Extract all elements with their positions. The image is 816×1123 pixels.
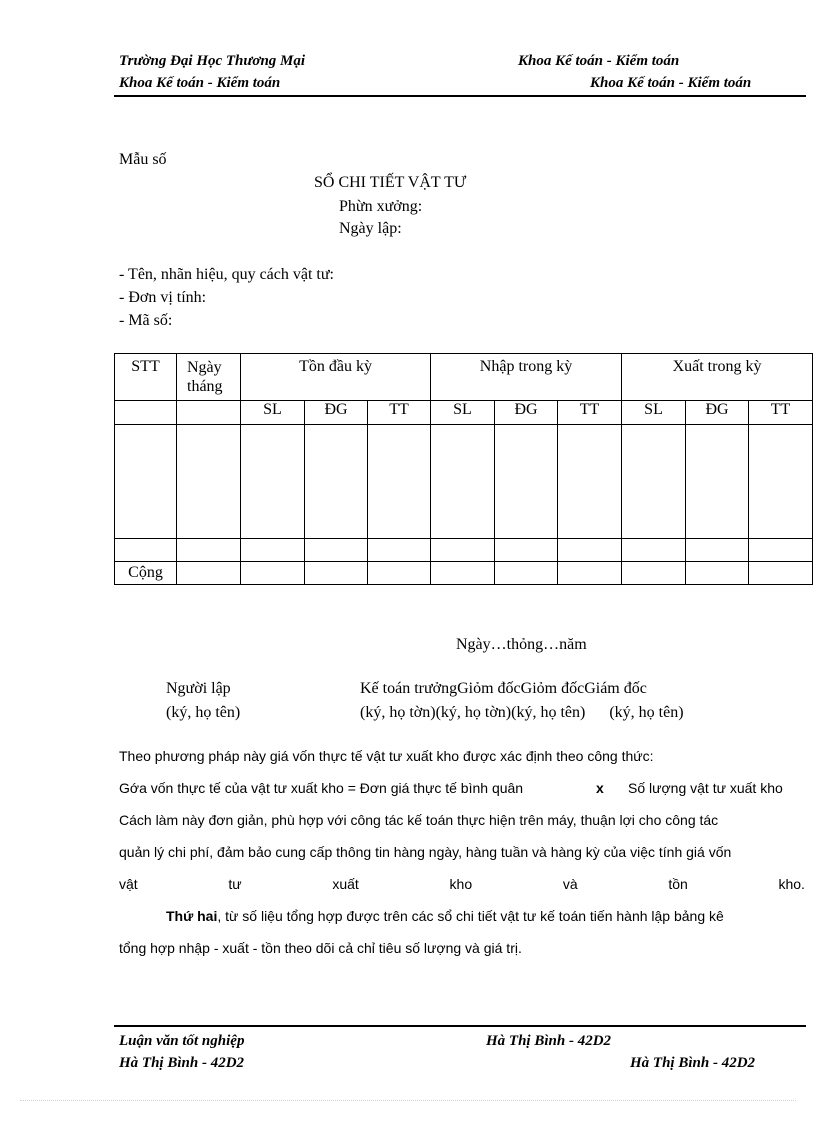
paragraph-second-line-2: tổng hợp nhập - xuất - tồn theo dõi cả chỉ tiêu số lượng và giá trị. xyxy=(119,940,522,956)
word: tồn xyxy=(668,876,688,892)
form-title: SỔ CHI TIẾT VẬT TƯ xyxy=(314,174,467,191)
word: vật xyxy=(119,876,138,892)
footer-rule xyxy=(114,1025,806,1027)
subcol-unit-price: ĐG xyxy=(495,401,558,425)
footer-author-right-2: Hà Thị Bình - 42D2 xyxy=(630,1055,756,1071)
subcol-amount: TT xyxy=(558,401,622,425)
header-school-name: Trường Đại Học Thương Mại xyxy=(119,53,306,69)
date-created-label: Ngày lập: xyxy=(339,220,402,237)
page-bottom-divider xyxy=(20,1100,796,1101)
table-header-row xyxy=(115,354,813,401)
second-emphasis: Thứ hai xyxy=(166,908,218,924)
footer-thesis-label: Luận văn tốt nghiệp xyxy=(119,1033,245,1049)
table-row xyxy=(115,539,813,562)
paragraph-approach-line-3 xyxy=(119,876,805,892)
second-text: , từ số liệu tổng hợp được trên các sổ chi tiết vật tư kế toán tiến hành lập bảng kê xyxy=(217,908,724,924)
table-row xyxy=(115,425,813,539)
table-subheader-row xyxy=(115,401,813,425)
total-label: Cộng xyxy=(115,562,177,585)
preparer-title: Người lập xyxy=(166,680,231,697)
signer-sign-notes: (ký, họ tờn)(ký, họ tờn)(ký, họ tên) (ký, họ tên) xyxy=(360,704,684,721)
paragraph-approach-line-2: quản lý chi phí, đảm bảo cung cấp thông tin hàng ngày, hàng tuần và hàng kỳ của việc tính giá vốn xyxy=(119,844,732,860)
word: kho. xyxy=(778,876,805,892)
word: xuất xyxy=(332,876,359,892)
subcol-quantity: SL xyxy=(622,401,686,425)
form-code-label: Mẫu số xyxy=(119,151,167,168)
preparer-sign-note: (ký, họ tên) xyxy=(166,704,241,721)
col-stt: STT xyxy=(115,354,177,401)
group-issues: Xuất trong kỳ xyxy=(622,354,813,401)
subcol-amount: TT xyxy=(368,401,431,425)
paragraph-second-line-1 xyxy=(166,908,724,924)
footer-author-left: Hà Thị Bình - 42D2 xyxy=(119,1055,245,1071)
signature-date-line: Ngày…thỏng…năm xyxy=(456,636,587,653)
word: và xyxy=(562,876,578,892)
subcol-amount: TT xyxy=(749,401,813,425)
header-rule xyxy=(114,95,806,97)
paragraph-method: Theo phương pháp này giá vốn thực tế vật tư xuất kho được xác định theo công thức: xyxy=(119,748,654,764)
paragraph-approach-line-1: Cách làm này đơn giản, phù hợp với công tác kế toán thực hiện trên máy, thuận lợi cho công tác xyxy=(119,812,719,828)
group-opening-balance: Tồn đầu kỳ xyxy=(241,354,431,401)
formula-operator: x xyxy=(596,780,604,796)
workshop-label: Phừn xưởng: xyxy=(339,198,423,215)
subcol-unit-price: ĐG xyxy=(305,401,368,425)
formula-rhs: Số lượng vật tư xuất kho xyxy=(628,780,783,796)
table-total-row xyxy=(115,562,813,585)
field-material-name: - Tên, nhãn hiệu, quy cách vật tư: xyxy=(119,266,334,283)
word: tư xyxy=(228,876,242,892)
group-receipts: Nhập trong kỳ xyxy=(431,354,622,401)
word: kho xyxy=(449,876,473,892)
footer-author-right-1: Hà Thị Bình - 42D2 xyxy=(486,1033,612,1049)
header-faculty-right-1: Khoa Kế toán - Kiểm toán xyxy=(518,53,680,69)
field-code: - Mã số: xyxy=(119,312,173,329)
header-faculty-left: Khoa Kế toán - Kiểm toán xyxy=(119,75,281,91)
signer-titles: Kế toán trưởngGiỏm đốcGiỏm đốcGiám đốc xyxy=(360,680,647,697)
col-date: Ngày tháng xyxy=(177,354,241,401)
material-ledger-table xyxy=(114,353,813,585)
subcol-quantity: SL xyxy=(431,401,495,425)
subcol-quantity: SL xyxy=(241,401,305,425)
field-unit: - Đơn vị tính: xyxy=(119,289,207,306)
header-faculty-right-2: Khoa Kế toán - Kiểm toán xyxy=(590,75,752,91)
formula-lhs: Gớa vốn thực tế của vật tư xuất kho = Đơn giá thực tế bình quân xyxy=(119,780,524,796)
subcol-unit-price: ĐG xyxy=(686,401,749,425)
